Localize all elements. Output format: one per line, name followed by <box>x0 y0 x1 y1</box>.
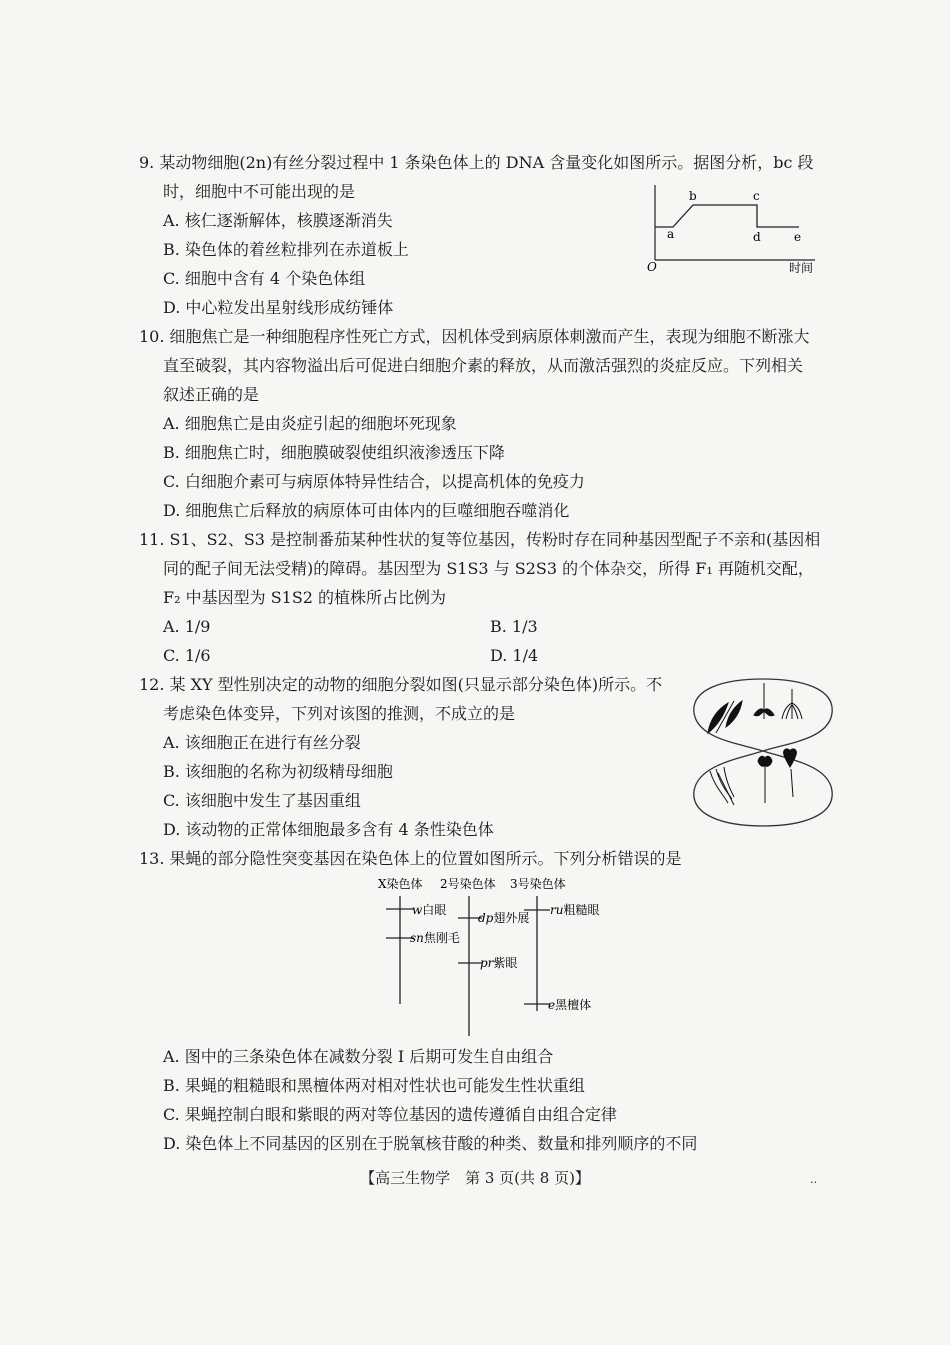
gene-pr-label: pr紫眼 <box>480 956 518 970</box>
graph-origin-label: O <box>647 260 657 274</box>
q11-option-b: B. 1/3 <box>490 617 538 636</box>
graph-point-e: e <box>794 230 802 244</box>
page-footer: 【高三生物学 第 3 页(共 8 页)】 <box>360 1169 590 1187</box>
gene-ru-label: ru粗糙眼 <box>550 903 600 917</box>
gene-w-label: w白眼 <box>412 903 447 917</box>
q11-stem-line3: F₂ 中基因型为 S1S2 的植株所占比例为 <box>163 588 447 607</box>
q12-option-d: D. 该动物的正常体细胞最多含有 4 条性染色体 <box>163 820 494 839</box>
q10-stem-line3: 叙述正确的是 <box>163 385 260 404</box>
q9-option-b: B. 染色体的着丝粒排列在赤道板上 <box>163 240 409 259</box>
graph-point-b: b <box>689 189 697 203</box>
corner-mark: ·· <box>810 1176 817 1189</box>
graph-xlabel: 时间 <box>789 261 814 275</box>
header-chromosome-3: 3号染色体 <box>510 877 566 891</box>
q11-option-a: A. 1/9 <box>163 617 211 636</box>
q13-option-c: C. 果蝇控制白眼和紫眼的两对等位基因的遗传遵循自由组合定律 <box>163 1105 617 1124</box>
q9-stem-line1: 9. 某动物细胞(2n)有丝分裂过程中 1 条染色体上的 DNA 含量变化如图所示。据图分析，bc 段 <box>139 153 814 172</box>
q12-option-b: B. 该细胞的名称为初级精母细胞 <box>163 762 393 781</box>
q12-stem-line2: 考虑染色体变异，下列对该图的推测，不成立的是 <box>163 704 516 723</box>
q9-stem-line2: 时，细胞中不可能出现的是 <box>163 182 356 201</box>
lower-chromosome-2 <box>758 756 772 803</box>
upper-chromosome-2 <box>754 683 774 719</box>
q11-stem-line2: 同的配子间无法受精)的障碍。基因型为 S1S3 与 S2S3 的个体杂交，所得 F₁ 再随机交配， <box>163 559 814 578</box>
upper-chromosome-1 <box>708 701 742 733</box>
q13-option-b: B. 果蝇的粗糙眼和黑檀体两对相对性状也可能发生性状重组 <box>163 1076 585 1095</box>
q13-chromosome-map <box>378 876 618 1036</box>
q13-option-a: A. 图中的三条染色体在减数分裂 Ⅰ 后期可发生自由组合 <box>163 1047 554 1066</box>
graph-point-c: c <box>753 189 760 203</box>
q12-option-c: C. 该细胞中发生了基因重组 <box>163 791 361 810</box>
header-chromosome-2: 2号染色体 <box>440 877 496 891</box>
q12-stem-line1: 12. 某 XY 型性别决定的动物的细胞分裂如图(只显示部分染色体)所示。不 <box>139 675 663 694</box>
q12-option-a: A. 该细胞正在进行有丝分裂 <box>163 733 361 752</box>
graph-point-d: d <box>753 230 761 244</box>
q11-stem-line1: 11. S1、S2、S3 是控制番茄某种性状的复等位基因，传粉时存在同种基因型配子不亲和(基因相 <box>139 530 821 549</box>
q9-option-a: A. 核仁逐渐解体，核膜逐渐消失 <box>163 211 393 230</box>
q9-dna-graph <box>645 185 820 275</box>
q10-option-b: B. 细胞焦亡时，细胞膜破裂使组织液渗透压下降 <box>163 443 505 462</box>
upper-chromosome-3 <box>782 689 802 719</box>
q10-stem-line2: 直至破裂，其内容物溢出后可促进白细胞介素的释放，从而激活强烈的炎症反应。下列相关 <box>163 356 804 375</box>
cell-outline <box>694 679 832 826</box>
q9-option-d: D. 中心粒发出星射线形成纺锤体 <box>163 298 394 317</box>
lower-chromosome-3 <box>784 749 797 797</box>
q13-stem: 13. 果蝇的部分隐性突变基因在染色体上的位置如图所示。下列分析错误的是 <box>139 849 682 868</box>
q11-option-c: C. 1/6 <box>163 646 211 665</box>
q9-option-c: C. 细胞中含有 4 个染色体组 <box>163 269 366 288</box>
q10-stem-line1: 10. 细胞焦亡是一种细胞程序性死亡方式，因机体受到病原体刺激而产生，表现为细胞不断涨大 <box>139 327 810 346</box>
gene-e-label: e黑檀体 <box>548 998 592 1012</box>
gene-sn-label: sn焦刚毛 <box>410 931 460 945</box>
q10-option-c: C. 白细胞介素可与病原体特异性结合，以提高机体的免疫力 <box>163 472 585 491</box>
q10-option-d: D. 细胞焦亡后释放的病原体可由体内的巨噬细胞吞噬消化 <box>163 501 570 520</box>
graph-dna-curve <box>655 205 799 227</box>
gene-dp-label: dp翅外展 <box>478 911 530 925</box>
q13-option-d: D. 染色体上不同基因的区别在于脱氧核苷酸的种类、数量和排列顺序的不同 <box>163 1134 698 1153</box>
lower-chromosome-1 <box>710 767 734 805</box>
header-x-chromosome: X染色体 <box>378 877 423 891</box>
graph-point-a: a <box>667 227 675 241</box>
q11-option-d: D. 1/4 <box>490 646 539 665</box>
q12-cell-division-figure <box>688 675 838 830</box>
q10-option-a: A. 细胞焦亡是由炎症引起的细胞坏死现象 <box>163 414 457 433</box>
